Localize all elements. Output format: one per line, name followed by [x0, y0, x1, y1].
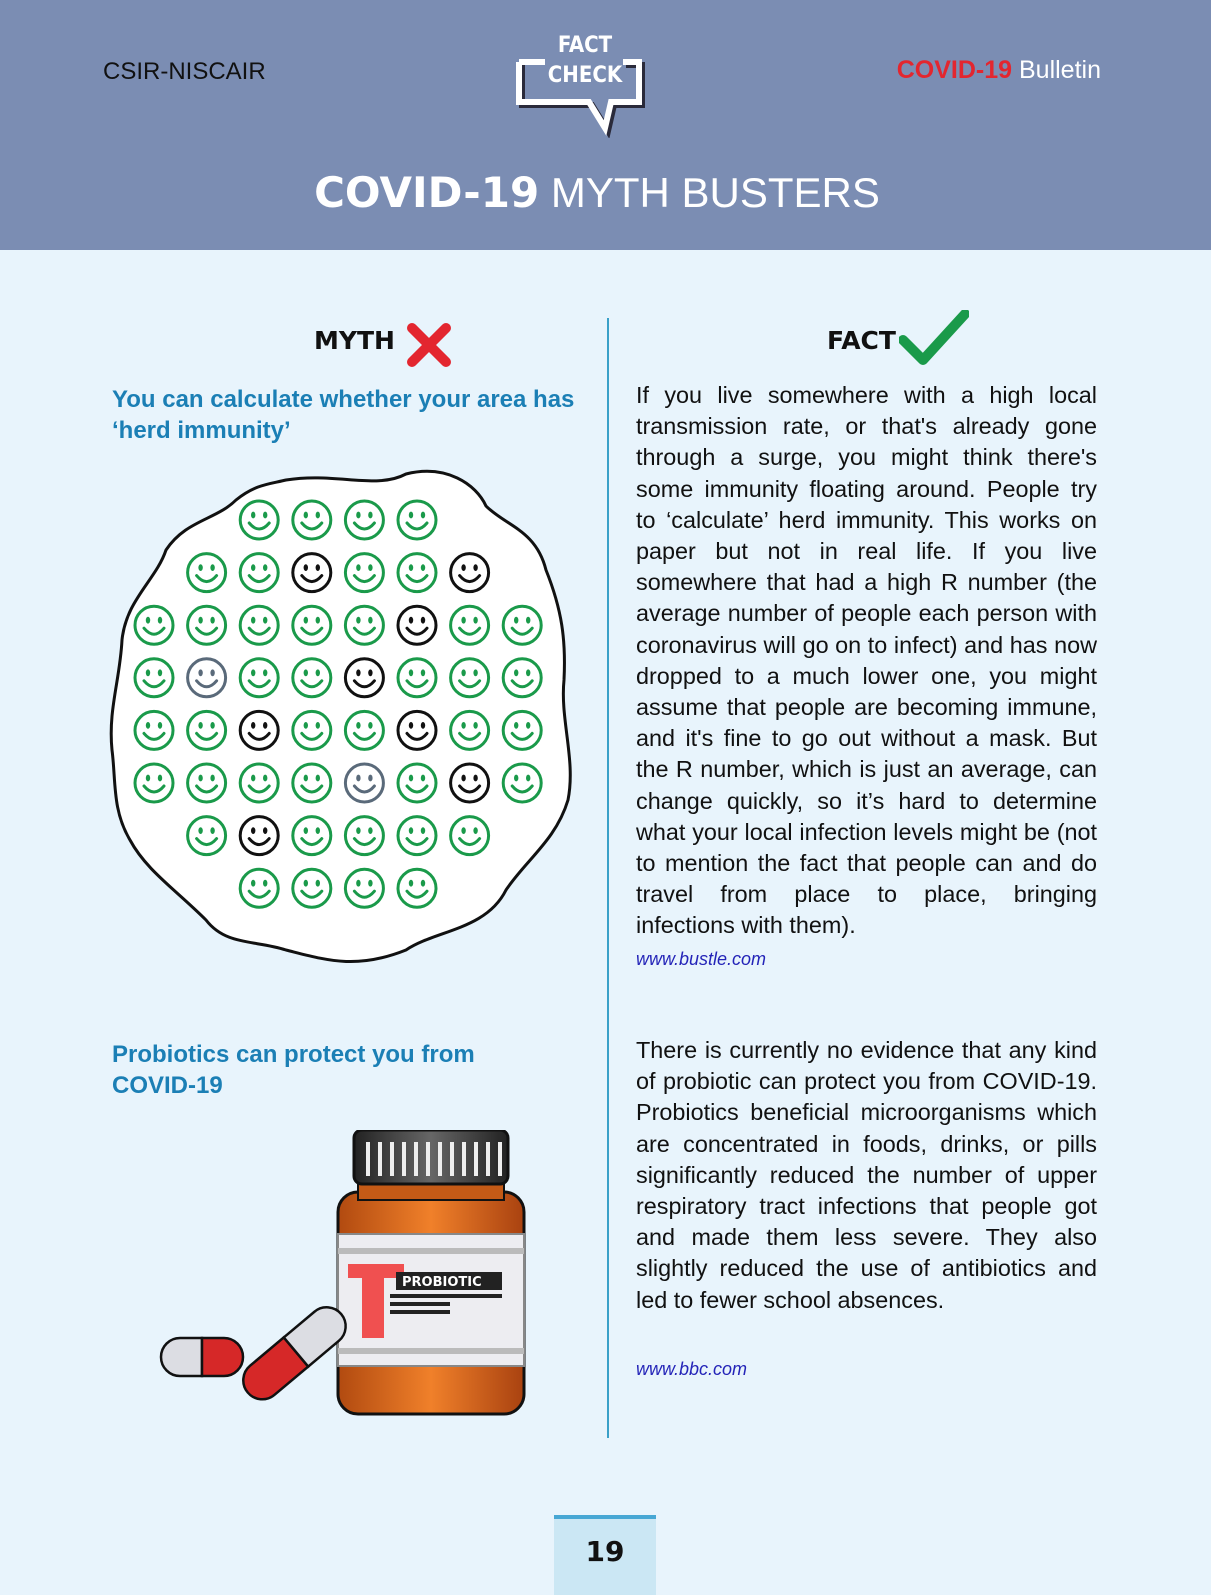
capsule-left	[161, 1338, 243, 1376]
bottle-label-text: PROBIOTIC	[402, 1275, 482, 1290]
page-number: 19	[585, 1535, 625, 1568]
red-cross-icon	[406, 322, 452, 368]
source-link-2[interactable]: www.bbc.com	[636, 1359, 748, 1379]
page-number-box	[554, 1515, 656, 1595]
green-check-icon	[899, 310, 969, 368]
logo-fact-word: FACT	[557, 33, 613, 58]
capsule-right	[236, 1300, 354, 1408]
herd-immunity-illustration	[106, 460, 586, 980]
title-rest: MYTH BUSTERS	[550, 169, 880, 216]
probiotic-bottle-illustration	[150, 1130, 540, 1420]
header-banner	[0, 0, 1211, 250]
title-bold: COVID-19	[314, 168, 540, 217]
source-link-1[interactable]: www.bustle.com	[636, 949, 767, 969]
myth-heading: MYTH	[314, 326, 395, 355]
fact-1-text: If you live somewhere with a high local transmission rate, or that's already gone through a surge, you might think there's some immunity floating around. People try to ‘calculate’ herd immunity. This works on paper but not in real life. If you live somewhere that had a high R number (the average number of people each person with coronavirus will go on to infect) and has now dropped to a much lower one, you might assume that people are becoming immune, and it's fine to go out without a mask. But the R number, which is just an average, can change quickly, so it’s hard to determine what your local infection levels might be (not to mention the fact that people can and do travel from place to place, bringing infections with them).	[636, 382, 1097, 939]
bulletin-label	[897, 56, 1101, 85]
myth-2-text: Probiotics can protect you from COVID-19	[112, 1041, 475, 1099]
myth-1-text: You can calculate whether your area has ‘herd immunity’	[112, 386, 575, 444]
page-title	[0, 168, 1194, 217]
bulletin-word: Bulletin	[1019, 56, 1101, 84]
column-divider	[607, 318, 609, 1438]
fact-heading: FACT	[827, 326, 896, 355]
organization-name: CSIR-NISCAIR	[103, 58, 266, 85]
bulletin-covid: COVID-19	[896, 56, 1013, 84]
logo-check-word: CHECK	[547, 63, 623, 88]
fact-2-text: There is currently no evidence that any kind of probiotic can protect you from COVID-19. Probiotics beneficial microorganisms which are concentrated in foods, drinks, or pills significantly reduced the number of upper respiratory tract infections that people got and made them less severe. They also slightly reduced the use of antibiotics and led to fewer school absences.	[636, 1037, 1097, 1313]
